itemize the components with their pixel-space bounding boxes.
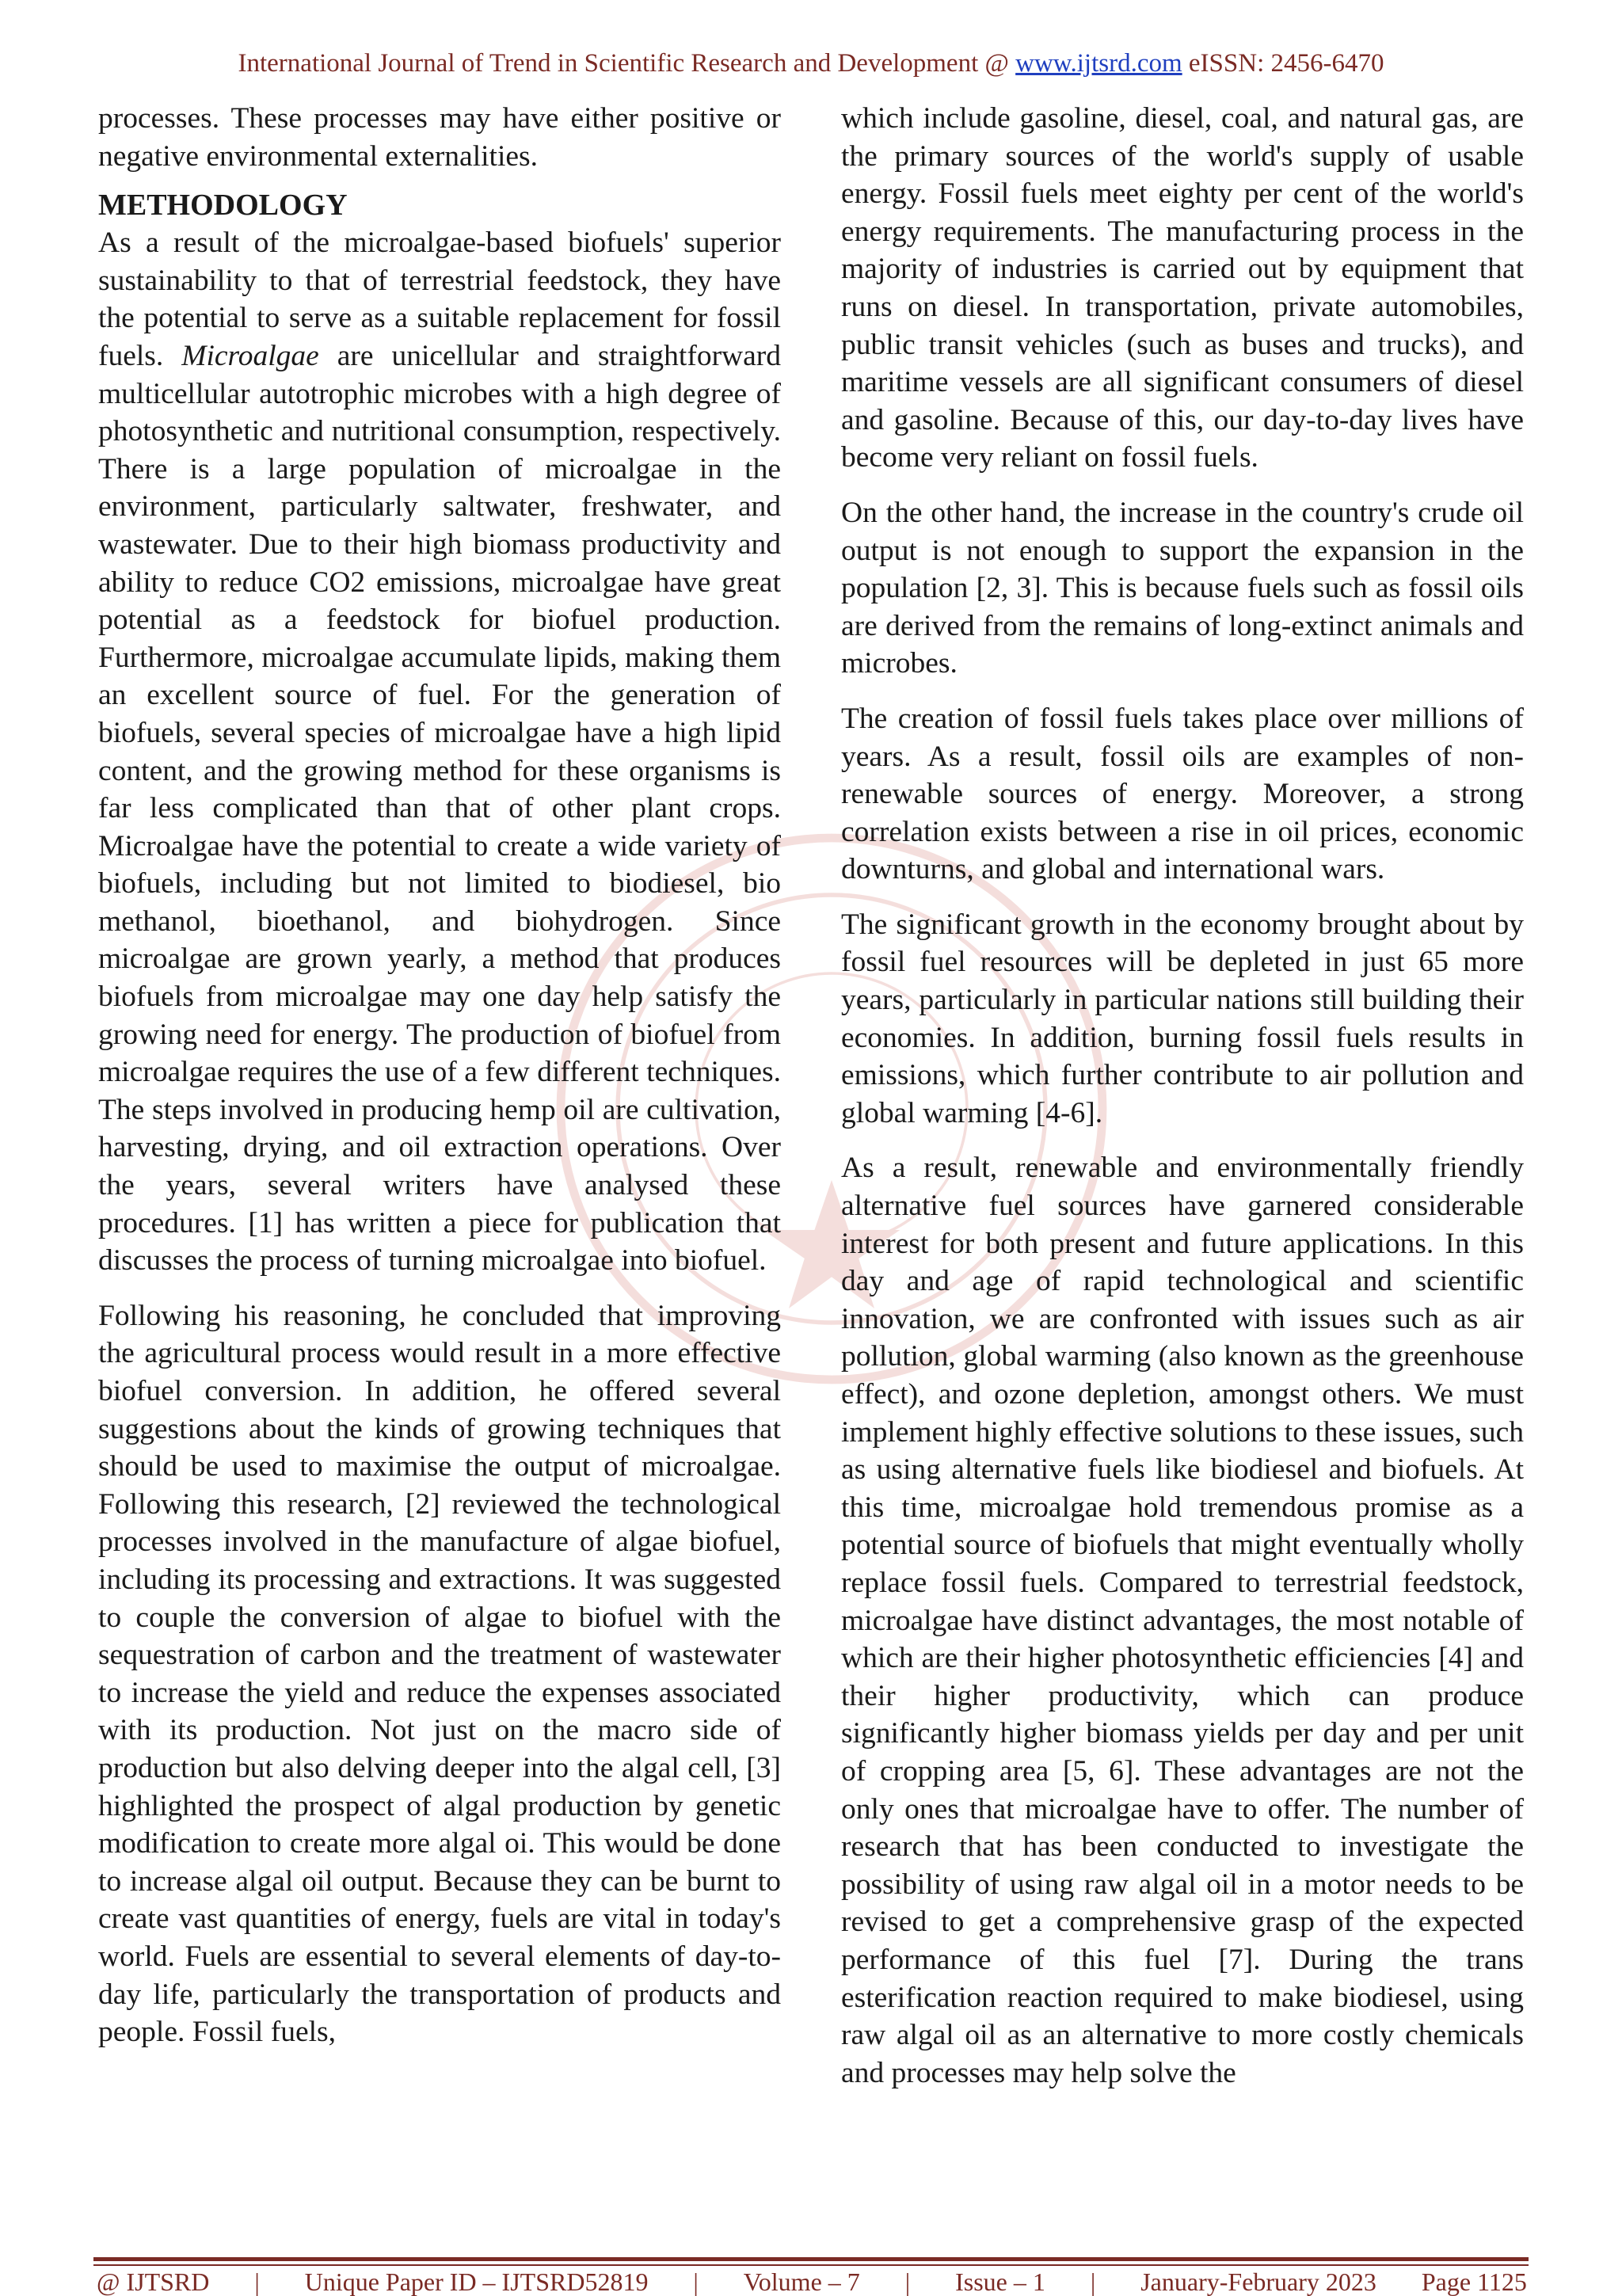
footer-separator: | <box>254 2267 260 2296</box>
right-paragraph-3: The creation of fossil fuels takes place over millions of years. As a result, fossil oils are examples of non-renewable sources of energy. Moreover, a strong correlation exists between a rise in oil prices, economic downturns, and global and international wars. <box>841 702 1524 886</box>
footer-date: January-February 2023 <box>1140 2267 1376 2296</box>
footer-paper-id: Unique Paper ID – IJTSRD52819 <box>304 2267 649 2296</box>
methodology-paragraph-1 <box>98 224 781 1280</box>
issn-text: eISSN: 2456-6470 <box>1188 49 1384 78</box>
footer-volume: Volume – 7 <box>743 2267 860 2296</box>
intro-paragraph: processes. These processes may have either positive or negative environmental externalities. <box>98 102 781 173</box>
footer-separator: | <box>693 2267 699 2296</box>
footer-issue: Issue – 1 <box>955 2267 1045 2296</box>
footer-separator: | <box>1090 2267 1096 2296</box>
right-paragraph-5: As a result, renewable and environmentally friendly alternative fuel sources have garnered considerable interest for both present and future applications. In this day and age of rapid technological and scientific innovation, we are confronted with issues such as air pollution, global warming (also known as the greenhouse effect), and ozone depletion, amongst others. We must implement highly effective solutions to these issues, such as using alternative fuels like biodiesel and biofuels. At this time, microalgae hold tremendous promise as a potential source of biofuels that might eventually wholly replace fossil fuels. Compared to terrestrial feedstock, microalgae have distinct advantages, the most notable of which are their higher photosynthetic efficiencies [4] and their higher productivity, which can produce significantly higher biomass yields per day and per unit of cropping area [5, 6]. These advantages are not the only ones that microalgae have to offer. The number of research that has been conducted to investigate the possibility of using raw algal oil in a motor needs to be revised to get a comprehensive grasp of the expected performance of this fuel [7]. During the trans esterification reaction required to make biodiesel, using raw algal oil as an alternative to more costly chemicals and processes may help solve the <box>841 1152 1524 2089</box>
right-paragraph-4: The significant growth in the economy brought about by fossil fuel resources will be depleted in just 65 more years, particularly in particular nations still building their economies. In addition, burning fossil fuels results in emissions, which further contribute to air pollution and global warming [4-6]. <box>841 908 1524 1129</box>
footer-divider-thin <box>93 2264 1529 2266</box>
methodology-p1-start: As a result of the microalgae-based biofuels' superior sustainability to that of terrestrial feedstock, they have the potential to serve as a suitable replacement for fossil fuels. <box>98 227 781 372</box>
right-paragraph-1: which include gasoline, diesel, coal, and natural gas, are the primary sources of the world's supply of usable energy. Fossil fuels meet eighty per cent of the world's energy requirements. The manufacturing process in the majority of industries is carried out by equipment that runs on diesel. In transportation, private automobiles, public transit vehicles (such as buses and trucks), and maritime vessels are all significant consumers of diesel and gasoline. Because of this, our day-to-day lives have become very reliant on fossil fuels. <box>841 102 1524 474</box>
journal-url-link[interactable]: www.ijtsrd.com <box>1015 49 1182 78</box>
footer-divider-thick <box>93 2257 1529 2261</box>
running-header <box>0 48 1622 79</box>
footer-separator: | <box>904 2267 911 2296</box>
right-paragraph-2: On the other hand, the increase in the country's crude oil output is not enough to support the expansion in the population [2, 3]. This is because fuels such as fossil oils are derived from the remains of long-extinct animals and microbes. <box>841 496 1524 680</box>
footer-journal: @ IJTSRD <box>97 2267 210 2296</box>
footer-page-number: Page 1125 <box>1421 2267 1527 2296</box>
methodology-paragraph-2: Following his reasoning, he concluded that improving the agricultural process would result in a more effective biofuel conversion. In addition, he offered several suggestions about the kinds of growing techniques that should be used to maximise the output of microalgae. Following this research, [2] reviewed the technological processes involved in the manufacture of algae biofuel, including its processing and extractions. It was suggested to couple the conversion of algae to biofuel with the sequestration of carbon and the treatment of wastewater to increase the yield and reduce the expenses associated with its production. Not just on the macro side of production but also delving deeper into the algal cell, [3] highlighted the prospect of algal production by genetic modification to create more algal oi. This would be done to increase algal oil output. Because they can be burnt to create vast quantities of energy, fuels are vital in today's world. Fuels are essential to several elements of day-to-day life, particularly the transportation of products and people. Fossil fuels, <box>98 1299 781 2049</box>
microalgae-italic-term: Microalgae <box>181 339 319 372</box>
methodology-heading: METHODOLOGY <box>98 188 348 223</box>
right-column <box>841 100 1524 2109</box>
running-footer <box>97 2267 1527 2296</box>
methodology-p1-rest: are unicellular and straightforward multicellular autotrophic microbes with a high degree of photosynthetic and nutritional consumption, respectively. There is a large population of microalgae in the environment, particularly saltwater, freshwater, and wastewater. Due to their high biomass productivity and ability to reduce CO2 emissions, microalgae have great potential as a feedstock for biofuel production. Furthermore, microalgae accumulate lipids, making them an excellent source of fuel. For the generation of biofuels, several species of microalgae have a high lipid content, and the growing method for these organisms is far less complicated than that of other plant crops. Microalgae have the potential to create a wide variety of biofuels, including but not limited to biodiesel, bio methanol, bioethanol, and biohydrogen. Since microalgae are grown yearly, a method that produces biofuels from microalgae may one day help satisfy the growing need for energy. The production of biofuel from microalgae requires the use of a few different techniques. The steps involved in producing hemp oil are cultivation, harvesting, drying, and oil extraction operations. Over the years, several writers have analysed these procedures. [1] has written a piece for publication that discusses the process of turning microalgae into biofuel. <box>98 339 782 1277</box>
journal-title: International Journal of Trend in Scientific Research and Development @ <box>238 49 1009 78</box>
left-column <box>98 100 781 2069</box>
